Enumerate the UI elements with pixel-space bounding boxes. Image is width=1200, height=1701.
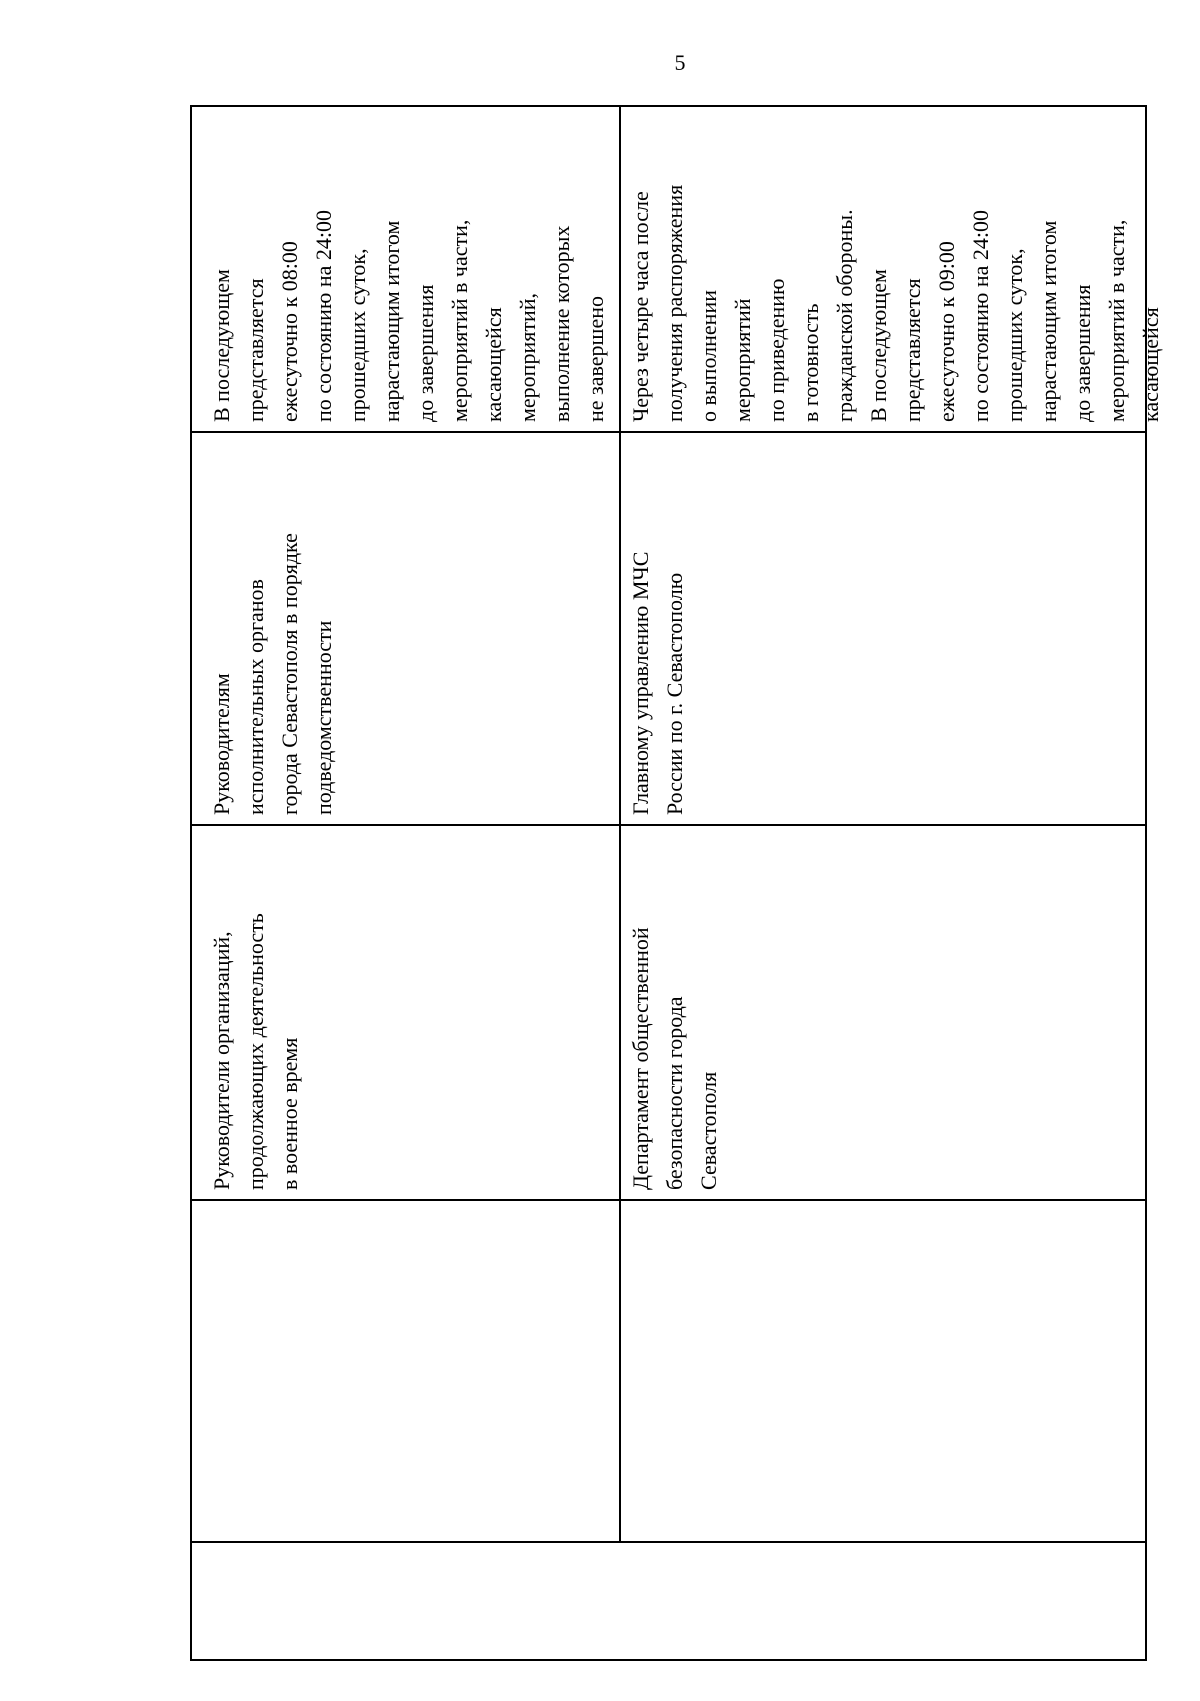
cell-line: Департамент общественной [628,927,653,1190]
cell-line: продолжающих деятельность [243,913,268,1190]
cell-line: касающейся [1138,307,1163,422]
cell-line: В последующем [866,269,891,422]
cell-line: по состоянию на 24:00 [968,209,993,422]
cell-line: мероприятий в части, [1104,219,1129,422]
cell-line: Севастополя [696,1071,721,1190]
cell-line: выполнение которых [549,225,574,422]
cell-line: до завершения [1070,284,1095,422]
page-number: 5 [674,50,686,75]
cell-line: представляется [900,278,925,422]
cell-line: получения распоряжения [662,184,687,422]
row1-col1-cell [205,913,307,1190]
cell-line: в готовность [798,303,823,422]
column-divider [192,431,1145,433]
cell-line: исполнительных органов [243,579,268,815]
row2-col1-cell [624,927,726,1190]
row1-col3-cell [205,210,613,422]
cell-line: по состоянию на 24:00 [311,209,336,422]
row2-col2-cell [624,552,692,815]
cell-line: не завершено [583,296,608,422]
cell-line: касающейся [481,307,506,422]
cell-line: мероприятий, [515,292,540,422]
cell-line: нарастающим итогом [379,220,404,422]
cell-line: ежесуточно к 08:00 [277,241,302,422]
column-divider [192,1541,1145,1543]
cell-line: Через четыре часа после [628,191,653,422]
cell-line: в военное время [277,1037,302,1190]
cell-line: нарастающим итогом [1036,220,1061,422]
cell-line: представляется [243,278,268,422]
cell-line: мероприятий [730,298,755,422]
cell-line: В последующем [209,269,234,422]
cell-line: о выполнении [696,290,721,422]
row1-col2-cell [205,533,341,815]
cell-line: подведомственности [311,620,336,815]
cell-line: безопасности города [662,996,687,1190]
column-divider [192,1199,1145,1201]
cell-line: прошедших суток, [1002,248,1027,422]
row-divider [619,107,621,1541]
cell-line: прошедших суток, [345,248,370,422]
cell-line: города Севастополя в порядке [277,533,302,815]
column-divider [192,824,1145,826]
cell-line: гражданской обороны. [832,209,857,422]
row2-col3-cell [624,185,1168,422]
cell-line: России по г. Севастополю [662,572,687,815]
cell-line: Руководителям [209,673,234,815]
cell-line: ежесуточно к 09:00 [934,241,959,422]
cell-line: Руководители организаций, [209,931,234,1190]
cell-line: Главному управлению МЧС [628,551,653,815]
cell-line: по приведению [764,278,789,422]
cell-line: мероприятий в части, [447,219,472,422]
cell-line: до завершения [413,284,438,422]
